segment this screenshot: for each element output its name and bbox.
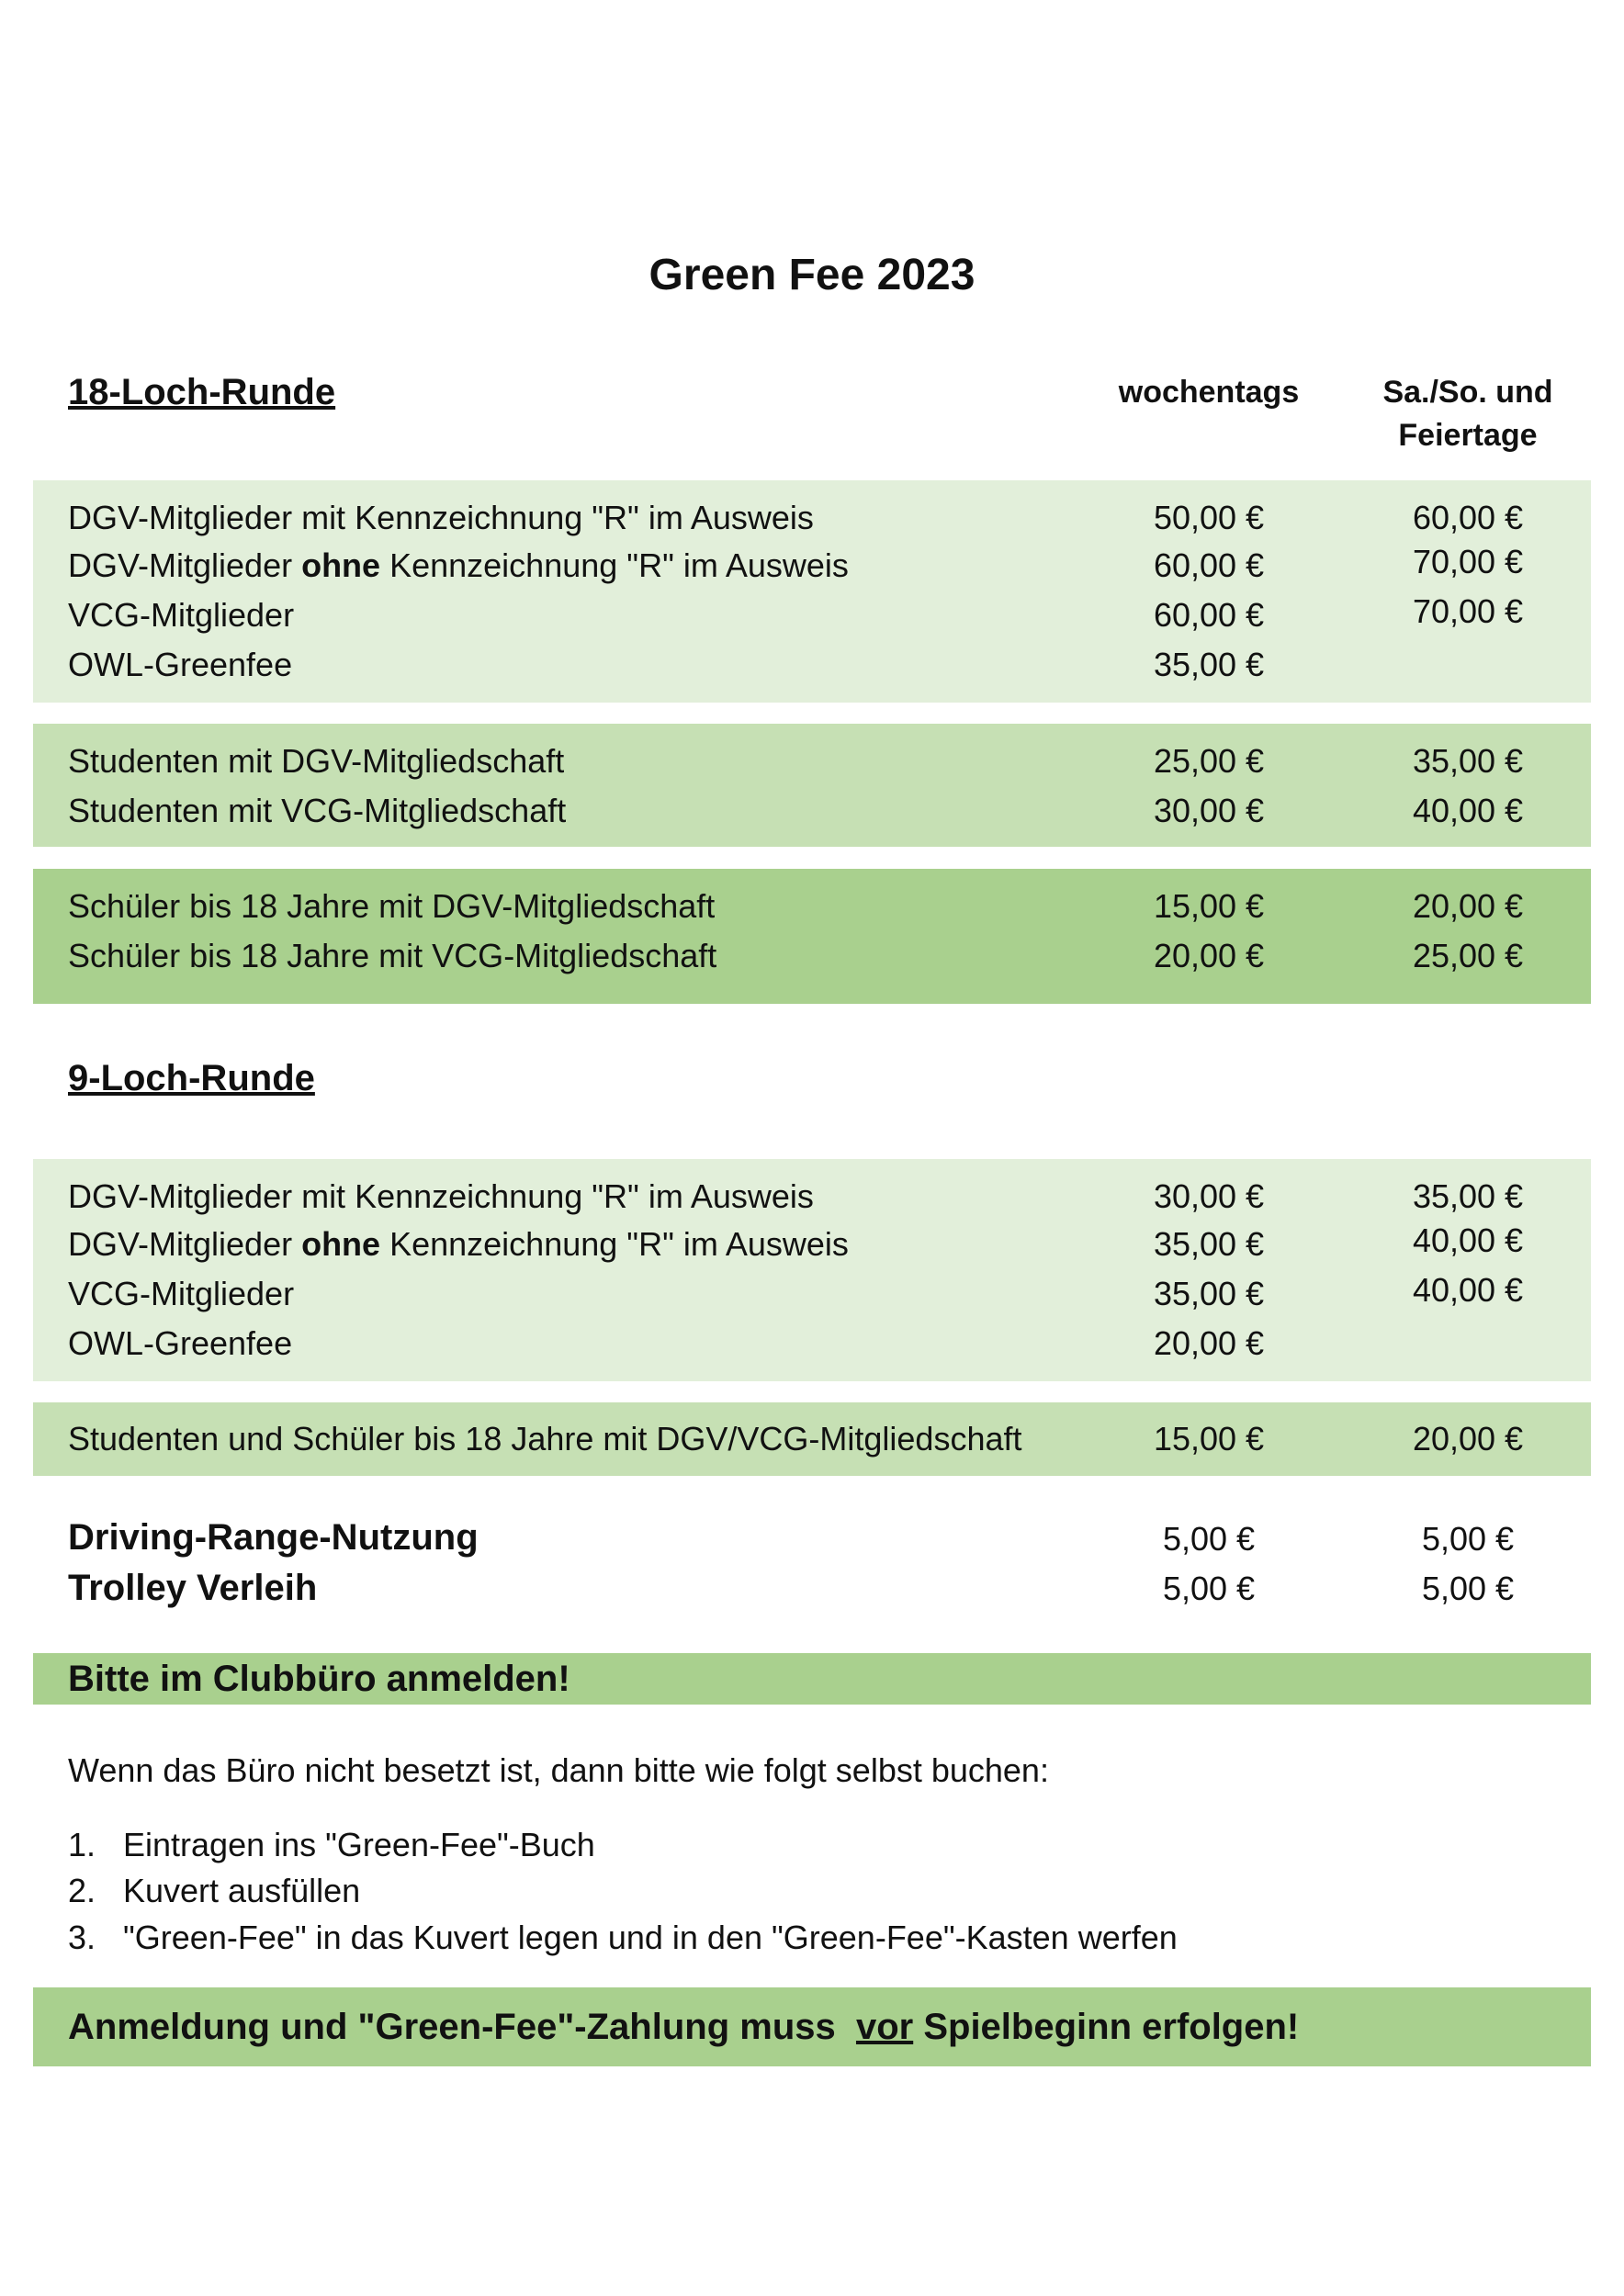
final-notice-bar [33,1987,1591,2066]
list-item [68,1822,595,1868]
fee-group-9-students-pupils [33,1402,1591,1476]
section-heading-9-hole: 9-Loch-Runde [68,1058,315,1098]
fee-label-part: Kennzeichnung "R" im Ausweis [380,1225,849,1263]
weekday-price: 30,00 € [1153,792,1265,829]
list-number: 1. [68,1826,96,1863]
final-notice-part: Spielbeginn erfolgen! [913,2007,1300,2047]
weekend-price: 40,00 € [1412,792,1524,829]
fee-label: Studenten mit DGV-Mitgliedschaft [68,742,565,780]
fee-label: OWL-Greenfee [68,1324,293,1362]
fee-group-18-pupils [33,869,1591,1004]
self-booking-intro: Wenn das Büro nicht besetzt ist, dann bitte wie folgt selbst buchen: [68,1751,1049,1789]
column-header-weekend-line2: Feiertage [1398,418,1538,453]
register-notice-bar [33,1653,1591,1705]
fee-label: OWL-Greenfee [68,646,293,683]
weekend-price: 35,00 € [1412,1177,1524,1215]
fee-label-emphasis: ohne [301,1225,381,1263]
extra-price-weekday: 5,00 € [1162,1570,1256,1607]
weekend-price: 25,00 € [1412,937,1524,974]
fee-label: VCG-Mitglieder [68,1275,295,1312]
fee-row [33,1269,1591,1318]
final-notice-emphasis: vor [855,2007,914,2047]
weekday-price: 20,00 € [1153,937,1265,974]
final-notice-part: Anmeldung und "Green-Fee"-Zahlung muss [68,2007,856,2047]
list-item [68,1915,1178,1961]
weekday-price: 50,00 € [1153,499,1265,536]
extra-price-weekend: 5,00 € [1421,1520,1515,1558]
weekend-price: 20,00 € [1412,887,1524,925]
weekend-price: 70,00 € [1412,543,1524,580]
fee-row [33,931,1591,980]
fee-row [33,737,1591,785]
fee-row [33,640,1591,689]
fee-label: Schüler bis 18 Jahre mit DGV-Mitgliedschaft [68,887,716,925]
extra-price-weekday: 5,00 € [1162,1520,1256,1558]
fee-row [33,493,1591,542]
weekend-price: 70,00 € [1412,592,1524,630]
weekday-price: 35,00 € [1153,646,1265,683]
column-header-weekday: wochentags [1118,375,1300,410]
list-number: 3. [68,1919,96,1956]
weekend-price: 40,00 € [1412,1271,1524,1309]
final-notice [68,2001,1299,2053]
weekday-price: 25,00 € [1153,742,1265,780]
fee-row [33,1172,1591,1221]
fee-label [68,541,849,590]
weekday-price: 60,00 € [1153,546,1265,584]
fee-label-emphasis: ohne [301,546,381,584]
weekday-price: 20,00 € [1153,1324,1265,1362]
column-header-weekend-line1: Sa./So. und [1382,375,1553,410]
list-text: "Green-Fee" in das Kuvert legen und in den "Green-Fee"-Kasten werfen [123,1919,1178,1956]
weekday-price: 30,00 € [1153,1177,1265,1215]
fee-label [68,1220,849,1268]
list-number: 2. [68,1872,96,1909]
fee-row [33,1220,1591,1268]
weekday-price: 60,00 € [1153,596,1265,634]
list-text: Eintragen ins "Green-Fee"-Buch [123,1826,595,1863]
weekend-price: 40,00 € [1412,1221,1524,1259]
fee-label-part: DGV-Mitglieder [68,1225,302,1263]
section-heading-18-hole: 18-Loch-Runde [68,372,336,412]
extra-label-driving-range: Driving-Range-Nutzung [68,1517,479,1558]
fee-row [33,1319,1591,1367]
fee-row [33,541,1591,590]
fee-label-part: Kennzeichnung "R" im Ausweis [380,546,849,584]
page-title: Green Fee 2023 [648,251,976,299]
fee-label-part: DGV-Mitglieder [68,546,302,584]
weekend-price: 60,00 € [1412,499,1524,536]
extra-label-trolley: Trolley Verleih [68,1568,318,1608]
fee-label: Studenten und Schüler bis 18 Jahre mit DGV/VCG-Mitgliedschaft [68,1420,1022,1458]
list-text: Kuvert ausfüllen [123,1872,361,1909]
weekday-price: 15,00 € [1153,1420,1265,1458]
weekday-price: 35,00 € [1153,1275,1265,1312]
fee-group-9-members [33,1159,1591,1381]
fee-label: VCG-Mitglieder [68,596,295,634]
list-item [68,1868,360,1914]
fee-label: Studenten mit VCG-Mitgliedschaft [68,792,567,829]
fee-group-18-members [33,480,1591,703]
weekend-price: 35,00 € [1412,742,1524,780]
fee-row [33,786,1591,835]
weekday-price: 15,00 € [1153,887,1265,925]
fee-label: DGV-Mitglieder mit Kennzeichnung "R" im Ausweis [68,499,814,536]
register-notice: Bitte im Clubbüro anmelden! [68,1659,570,1699]
weekday-price: 35,00 € [1153,1225,1265,1263]
fee-row [33,591,1591,639]
weekend-price: 20,00 € [1412,1420,1524,1458]
extra-price-weekend: 5,00 € [1421,1570,1515,1607]
fee-row [33,1414,1591,1463]
fee-row [33,882,1591,930]
fee-label: DGV-Mitglieder mit Kennzeichnung "R" im Ausweis [68,1177,814,1215]
fee-label: Schüler bis 18 Jahre mit VCG-Mitgliedschaft [68,937,717,974]
fee-group-18-students [33,724,1591,847]
